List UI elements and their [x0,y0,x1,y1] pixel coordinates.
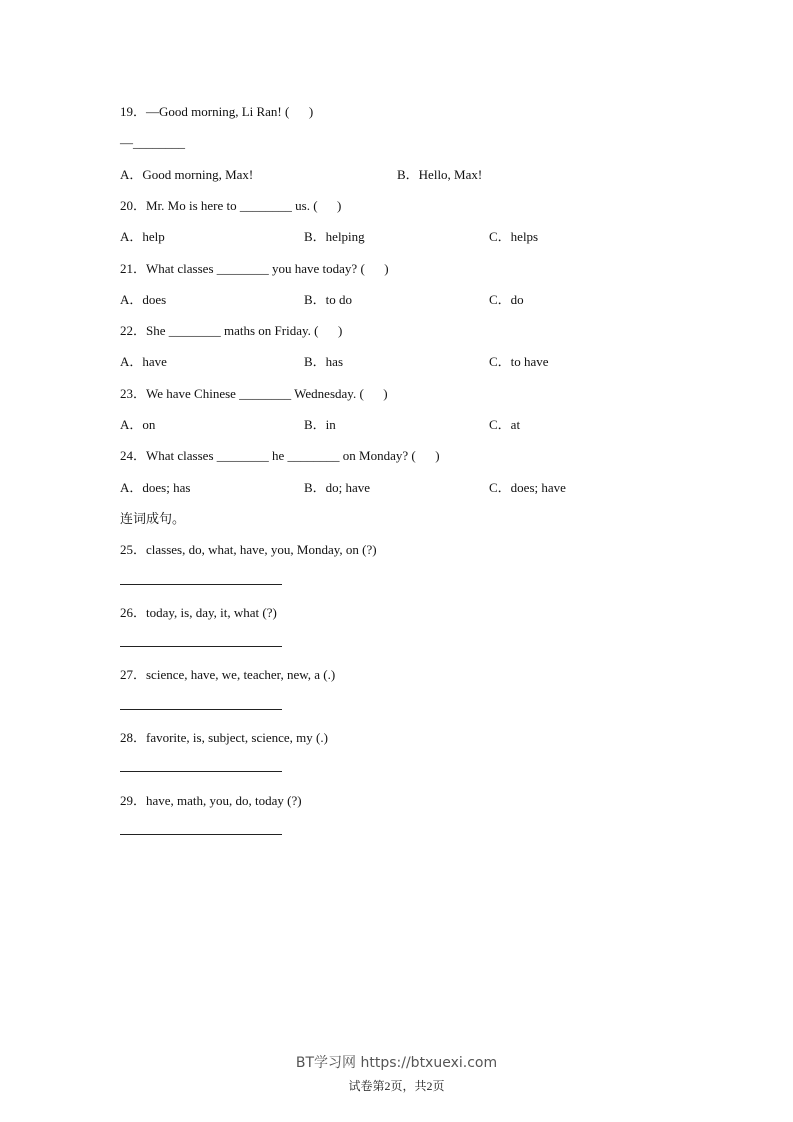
answer-line[interactable] [120,709,282,710]
question-stem: 21．What classes ________ you have today? ( ) [120,260,389,276]
option: C．at [489,417,521,432]
option: B．to do [304,291,353,307]
sentence-prompt: 25．classes, do, what, have, you, Monday, on (?) [120,542,377,558]
option: C．helps [489,229,539,245]
option: A．on [120,417,156,432]
option: B．Hello, Max! [397,166,483,182]
answer-line[interactable] [120,646,282,647]
option: A．does [120,291,167,307]
option: C．do [489,291,524,307]
question-stem: 24．What classes ________ he ________ on Monday? ( ) [120,448,440,464]
sentence-prompt: 28．favorite, is, subject, science, my (.) [120,730,328,745]
sentence-prompt: 29．have, math, you, do, today (?) [120,792,302,808]
option: C．to have [489,354,549,370]
reply-blank: —________ [120,135,185,151]
answer-line[interactable] [120,771,282,772]
option: B．helping [304,229,365,245]
question-stem: 19．—Good morning, Li Ran! ( ) [120,104,314,119]
answer-line[interactable] [120,834,282,835]
option: A．help [120,229,165,245]
sentence-prompt: 26．today, is, day, it, what (?) [120,604,277,620]
option: B．in [304,417,336,432]
option: A．Good morning, Max! [120,166,254,182]
answer-line[interactable] [120,584,282,585]
option: A．does; has [120,479,191,495]
option: A．have [120,354,167,370]
section-title: 连词成句。 [120,510,186,526]
question-stem: 22．She ________ maths on Friday. ( ) [120,323,343,339]
watermark: BT学习网 https://btxuexi.com [295,1055,498,1071]
option: B．has [304,354,344,370]
question-stem: 23．We have Chinese ________ Wednesday. ( ) [120,385,388,401]
sentence-prompt: 27．science, have, we, teacher, new, a (.) [120,667,336,683]
option: B．do; have [304,479,371,495]
option: C．does; have [489,479,566,495]
question-stem: 20．Mr. Mo is here to ________ us. ( ) [120,197,342,213]
page-footer: 试卷第2页，共2页 [348,1079,445,1093]
